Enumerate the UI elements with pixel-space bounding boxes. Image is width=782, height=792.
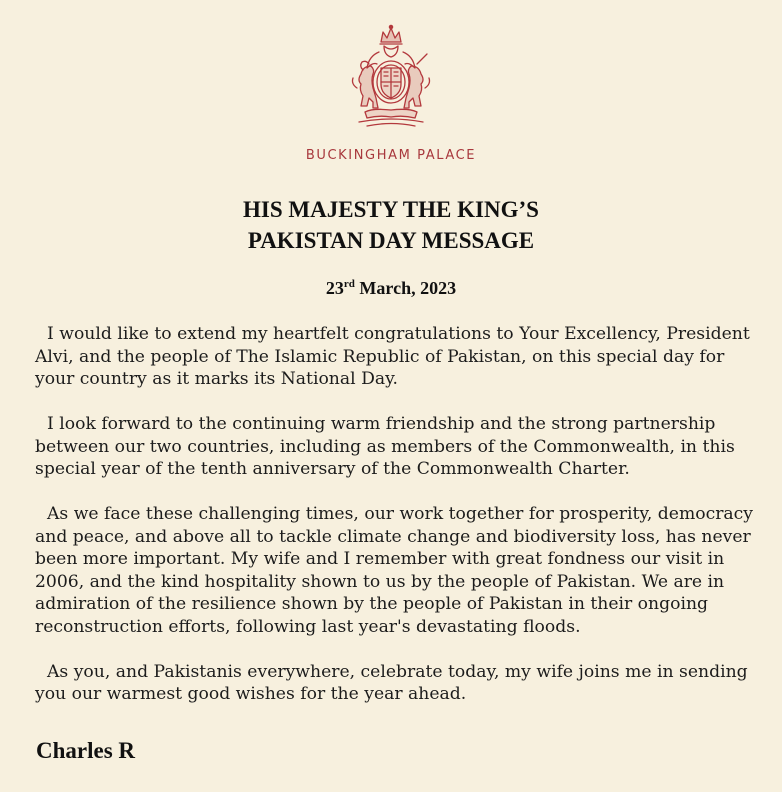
organization-name: BUCKINGHAM PALACE bbox=[305, 148, 477, 163]
title-line-2: PAKISTAN DAY MESSAGE bbox=[247, 228, 535, 253]
date-day: 23 bbox=[325, 278, 344, 298]
paragraph: I would like to extend my heartfelt congratulations to Your Excellency, President Alvi, and the people of The Islamic Republic of Pakistan, on this special day for your country as it marks its National Day. bbox=[35, 324, 750, 389]
paragraph: As you, and Pakistanis everywhere, celebrate today, my wife joins me in sending you our warmest good wishes for the year ahead. bbox=[35, 661, 748, 704]
message-body bbox=[35, 323, 760, 728]
royal-coat-of-arms-icon bbox=[343, 22, 439, 130]
paragraph: I look forward to the continuing warm friendship and the strong partnership between our two countries, including as members of the Commonwealth, in this special year of the tenth anniversary of the Commonwealth Charter. bbox=[35, 414, 735, 479]
title-line-1: HIS MAJESTY THE KING’S bbox=[243, 197, 539, 222]
signature: Charles R bbox=[36, 738, 136, 763]
paragraph: As we face these challenging times, our work together for prosperity, democracy and peace, and above all to tackle climate change and biodiversity loss, has never been more important. My wife and I remember with great fondness our visit in 2006, and the kind hospitality shown to us by the people of Pakistan. We are in admiration of the resilience shown by the people of Pakistan in their ongoing reconstruction efforts, following last year's devastating floods. bbox=[35, 504, 754, 637]
date-suffix: rd bbox=[343, 278, 355, 290]
message-date bbox=[0, 278, 782, 299]
date-rest: March, 2023 bbox=[354, 278, 457, 298]
message-title bbox=[0, 194, 782, 256]
